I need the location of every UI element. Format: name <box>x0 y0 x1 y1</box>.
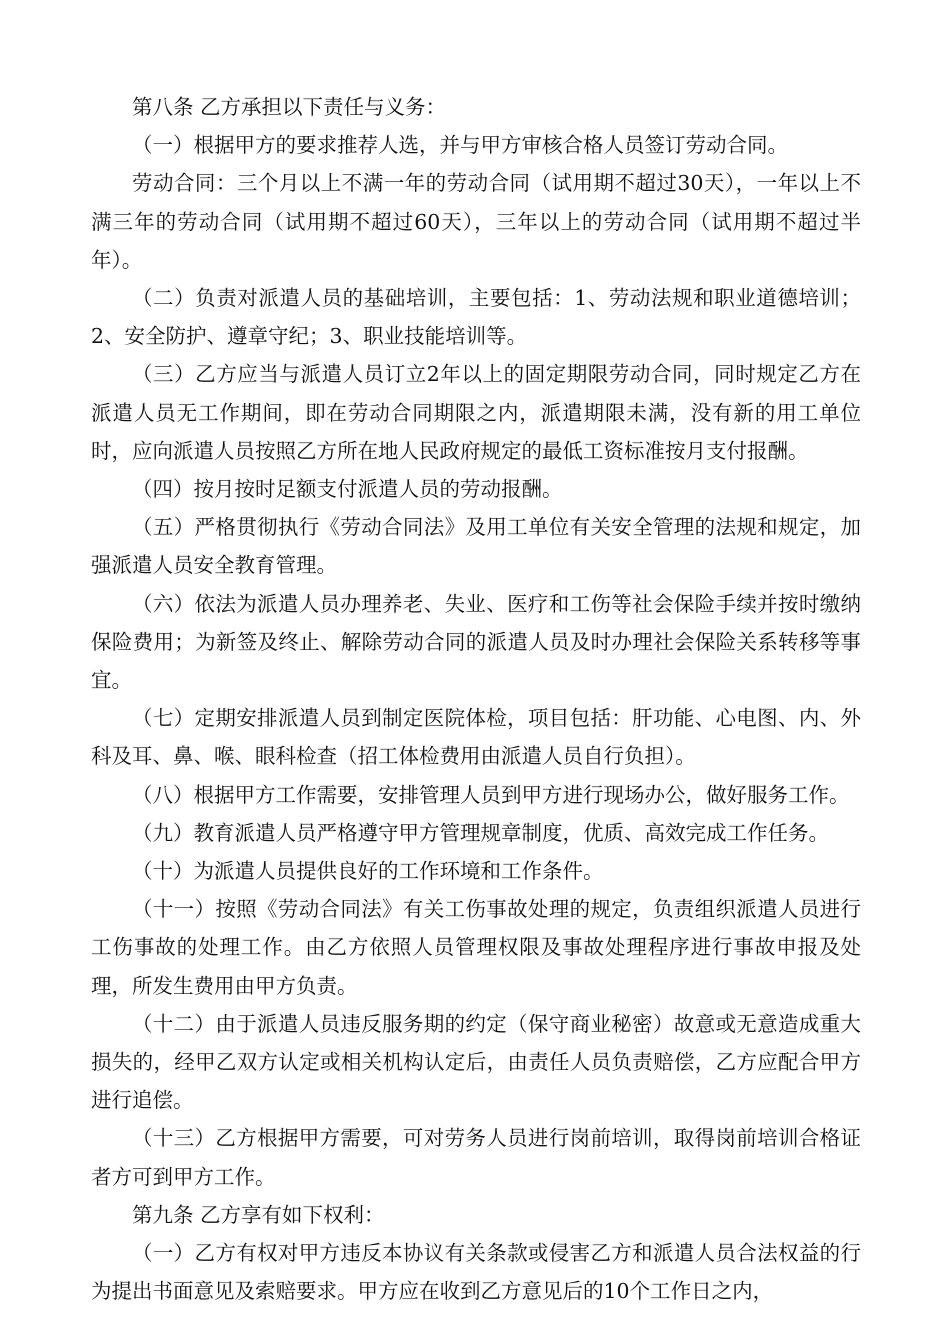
article-8-clause-9: （九）教育派遣人员严格遵守甲方管理规章制度，优质、高效完成工作任务。 <box>132 820 829 845</box>
labor-contract-note: 劳动合同：三个月以上不满一年的劳动合同（试用期不超过30天），一年以上不满三年的劳动合同（试用期不超过60天），三年以上的劳动合同（试用期不超过半年）。 <box>91 171 861 272</box>
article-8-heading: 第八条 乙方承担以下责任与义务： <box>132 95 447 119</box>
article-9-clause-1: （一）乙方有权对甲方违反本协议有关条款或侵害乙方和派遣人员合法权益的行为提出书面意见及索赔要求。甲方应在收到乙方意见后的10个工作日之内， <box>91 1241 861 1304</box>
document-body <box>91 88 861 1311</box>
article-8-clause-4: （四）按月按时足额支付派遣人员的劳动报酬。 <box>132 477 563 502</box>
article-8-clause-2: （二）负责对派遣人员的基础培训，主要包括：1、劳动法规和职业道德培训；2、安全防护、遵章守纪；3、职业技能培训等。 <box>91 286 861 349</box>
article-8-clause-5: （五）严格贯彻执行《劳动合同法》及用工单位有关安全管理的法规和规定，加强派遣人员安全教育管理。 <box>91 515 861 578</box>
article-8-clause-3: （三）乙方应当与派遣人员订立2年以上的固定期限劳动合同，同时规定乙方在派遣人员无工作期间，即在劳动合同期限之内，派遣期限未满，没有新的用工单位时，应向派遣人员按照乙方所在地人民政府规定的最低工资标准按月支付报酬。 <box>91 362 861 463</box>
article-8-clause-8: （八）根据甲方工作需要，安排管理人员到甲方进行现场办公，做好服务工作。 <box>132 782 850 807</box>
article-9-heading: 第九条 乙方享有如下权利： <box>132 1202 385 1227</box>
article-8-clause-7: （七）定期安排派遣人员到制定医院体检，项目包括：肝功能、心电图、内、外科及耳、鼻、喉、眼科检查（招工体检费用由派遣人员自行负担）。 <box>91 706 861 769</box>
article-8-clause-12: （十二）由于派遣人员违反服务期的约定（保守商业秘密）故意或无意造成重大损失的，经甲乙双方认定或相关机构认定后，由责任人员负责赔偿，乙方应配合甲方进行追偿。 <box>91 1011 861 1113</box>
article-8-clause-10: （十）为派遣人员提供良好的工作环境和工作条件。 <box>132 859 604 884</box>
article-8-clause-6: （六）依法为派遣人员办理养老、失业、医疗和工伤等社会保险手续并按时缴纳保险费用；为新签及终止、解除劳动合同的派遣人员及时办理社会保险关系转移等事宜。 <box>91 591 861 693</box>
article-8-clause-1: （一）根据甲方的要求推荐人选，并与甲方审核合格人员签订劳动合同。 <box>132 133 788 158</box>
article-8-clause-11: （十一）按照《劳动合同法》有关工伤事故处理的规定，负责组织派遣人员进行工伤事故的处理工作。由乙方依照人员管理权限及事故处理程序进行事故申报及处理，所发生费用由甲方负责。 <box>91 897 861 998</box>
article-8-clause-13: （十三）乙方根据甲方需要，可对劳务人员进行岗前培训，取得岗前培训合格证者方可到甲方工作。 <box>91 1126 861 1189</box>
